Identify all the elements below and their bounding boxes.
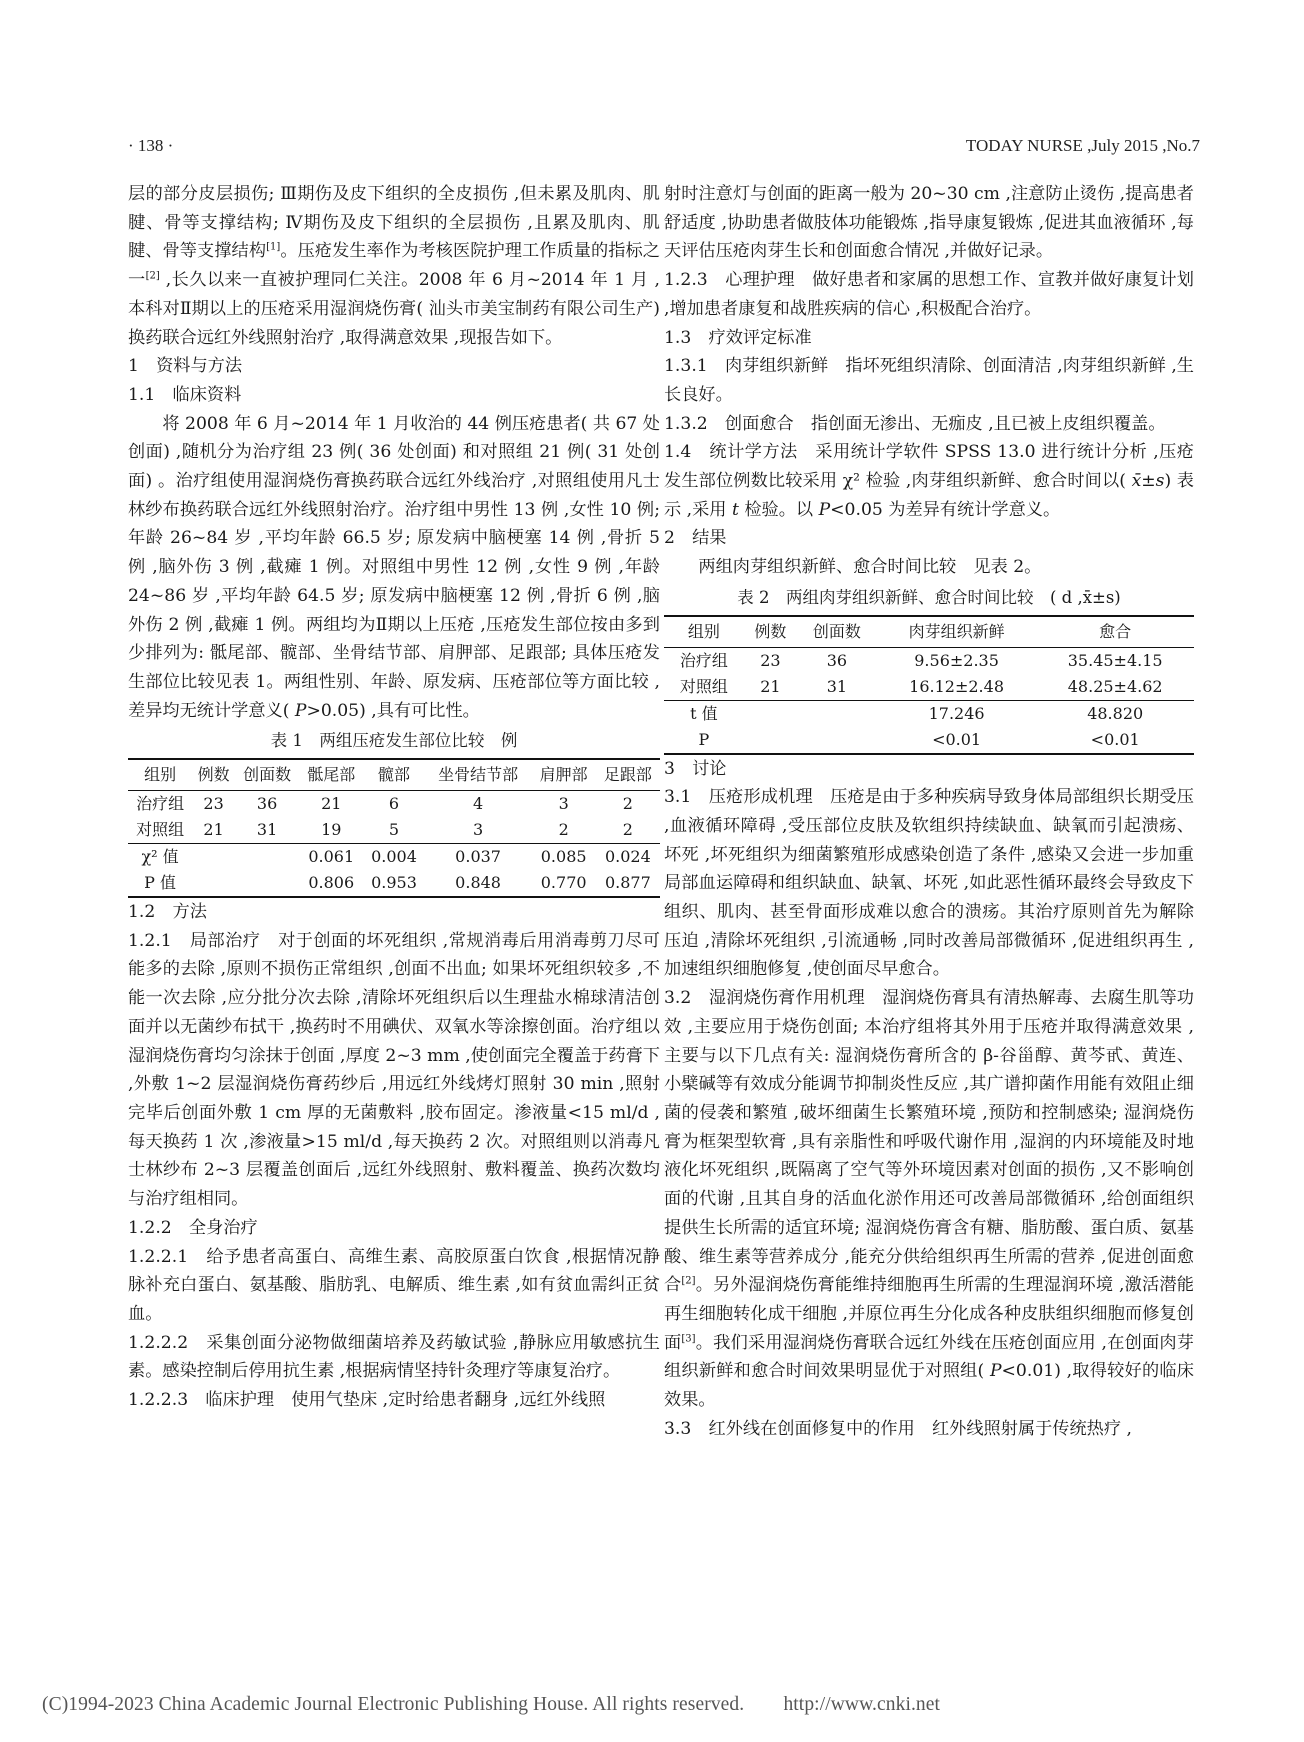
paragraph: 1.2.2.3 临床护理 使用气垫床 ,定时给患者翻身 ,远红外线照 xyxy=(128,1390,606,1411)
paragraph: 1.3.2 创面愈合 指创面无渗出、无痂皮 ,且已被上皮组织覆盖。 xyxy=(664,413,1166,434)
table-caption: 表 1 两组压疮发生部位比较 例 xyxy=(270,731,518,751)
table-row: t 值 17.246 48.820 xyxy=(664,700,1194,727)
table-row: P 值 0.806 0.953 0.848 0.770 0.877 xyxy=(128,870,660,897)
table-caption: 表 2 两组肉芽组织新鲜、愈合时间比较 ( d ,x̄±s) xyxy=(737,587,1121,607)
table-row: 对照组 21 31 16.12±2.48 48.25±4.62 xyxy=(679,676,1163,696)
table-row: 治疗组 23 36 21 6 4 3 2 xyxy=(136,794,633,814)
table-2 xyxy=(664,615,1194,755)
section-heading: 1 资料与方法 xyxy=(128,356,243,377)
table-1 xyxy=(128,758,660,898)
table-row: 治疗组 23 36 9.56±2.35 35.45±4.15 xyxy=(679,650,1163,670)
table-row: P <0.01 <0.01 xyxy=(664,727,1194,754)
table-row: 对照组 21 31 19 5 3 2 2 xyxy=(136,820,633,840)
paragraph: 两组肉芽组织新鲜、愈合时间比较 见表 2。 xyxy=(698,557,1042,578)
paragraph: 1.2.3 心理护理 做好患者和家属的思想工作、宣教并做好康复计划 ,增加患者康复和战胜疾病的信心 ,积极配合治疗。 xyxy=(664,270,1194,319)
left-column xyxy=(128,180,660,1415)
journal-running-head: TODAY NURSE ,July 2015 ,No.7 xyxy=(965,136,1200,155)
paragraph: 3.3 红外线在创面修复中的作用 红外线照射属于传统热疗 , xyxy=(664,1418,1132,1439)
copyright-footer: (C)1994-2023 China Academic Journal Electronic Publishing House. All rights reserved. http://www.cnki.net xyxy=(42,1694,941,1715)
paragraph: 1.3.1 肉芽组织新鲜 指坏死组织清除、创面清洁 ,肉芽组织新鲜 ,生长良好。 xyxy=(664,356,1194,405)
paragraph: 1.2.2.2 采集创面分泌物做细菌培养及药敏试验 ,静脉应用敏感抗生素。感染控制后停用抗生素 ,根据病情坚持针灸理疗等康复治疗。 xyxy=(128,1332,660,1382)
paragraph: 3.2 湿润烧伤膏作用机理 湿润烧伤膏具有清热解毒、去腐生肌等功效 ,主要应用于烧伤创面; 本治疗组将其外用于压疮并取得满意效果 ,主要与以下几点有关: 湿润烧伤膏所含的 β-谷甾醇、黄芩甙、黄连、小檗碱等有效成分能调节抑制炎性反应 ,其广谱抑菌作用能有效阻止细菌的侵袭和繁殖 ,破坏细菌生长繁殖环境 ,预防和控制感染; 湿润烧伤膏为框架型软膏 ,具有亲脂性和呼吸代谢作用 ,湿润的内环境能及时地液化坏死组织 ,既隔离了空气等外环境因素对创面的损伤 ,又不影响创面的代谢 ,且其自身的活血化淤作用还可改善局部微循环 ,给创面组织提供生长所需的适宜环境; 湿润烧伤膏含有糖、脂肪酸、蛋白质、氨基酸、维生素等营养成分 ,能充分供给组织再生所需的营养 ,促进创面愈合[2]。另外湿润烧伤膏能维持细胞再生所需的生理湿润环境 ,激活潜能再生细胞转化成干细胞 ,并原位再生分化成各种皮肤组织细胞而修复创面[3]。我们采用湿润烧伤膏联合远红外线在压疮创面应用 ,在创面肉芽组织新鲜和愈合时间效果明显优于对照组( P<0.01) ,取得较好的临床效果。 xyxy=(664,988,1194,1411)
section-heading: 3 讨论 xyxy=(664,758,727,779)
paragraph: 将 2008 年 6 月~2014 年 1 月收治的 44 例压疮患者( 共 67 处创面) ,随机分为治疗组 23 例( 36 处创面) 和对照组 21 例( 31 处创面) 。治疗组使用湿润烧伤膏换药联合远红外线治疗 ,对照组使用凡士林纱布换药联合远红外线照射治疗。治疗组中男性 13 例 ,女性 10 例; 年龄 26~84 岁 ,平均年龄 66.5 岁; 原发病中脑梗塞 14 例 ,骨折 5 例 ,脑外伤 3 例 ,截瘫 1 例。对照组中男性 12 例 ,女性 9 例 ,年龄 24~86 岁 ,平均年龄 64.5 岁; 原发病中脑梗塞 12 例 ,骨折 6 例 ,脑外伤 2 例 ,截瘫 1 例。两组均为Ⅱ期以上压疮 ,压疮发生部位按由多到少排列为: 骶尾部、髋部、坐骨结节部、肩胛部、足跟部; 具体压疮发生部位比较见表 1。两组性别、年龄、原发病、压疮部位等方面比较 ,差异均无统计学意义( P>0.05) ,具有可比性。 xyxy=(128,413,660,721)
page-number: · 138 · xyxy=(128,136,174,155)
paragraph: 射时注意灯与创面的距离一般为 20~30 cm ,注意防止烫伤 ,提高患者舒适度 ,协助患者做肢体功能锻炼 ,指导康复锻炼 ,促进其血液循环 ,每天评估压疮肉芽生长和创面愈合情况 ,并做好记录。 xyxy=(664,184,1194,262)
paragraph: 1.2.1 局部治疗 对于创面的坏死组织 ,常规消毒后用消毒剪刀尽可能多的去除 ,原则不损伤正常组织 ,创面不出血; 如果坏死组织较多 ,不能一次去除 ,应分批分次去除 ,清除坏死组织后以生理盐水棉球清洁创面并以无菌纱布拭干 ,换药时不用碘伏、双氧水等涂擦创面。治疗组以湿润烧伤膏均匀涂抹于创面 ,厚度 2~3 mm ,使创面完全覆盖于药膏下 ,外敷 1~2 层湿润烧伤膏药纱后 ,用远红外线烤灯照射 30 min ,照射完毕后创面外敷 1 cm 厚的无菌敷料 ,胶布固定。渗液量<15 ml/d ,每天换药 1 次 ,渗液量>15 ml/d ,每天换药 2 次。对照组则以消毒凡士林纱布 2~3 层覆盖创面后 ,远红外线照射、敷料覆盖、换药次数均与治疗组相同。 xyxy=(128,930,660,1210)
paragraph: 3.1 压疮形成机理 压疮是由于多种疾病导致身体局部组织长期受压 ,血液循环障碍 ,受压部位皮肤及软组织持续缺血、缺氧而引起溃疡、坏死 ,坏死组织为细菌繁殖形成感染创造了条件 ,感染又会进一步加重局部血运障碍和组织缺血、缺氧、坏死 ,如此恶性循环最终会导致皮下组织、肌肉、甚至骨面形成难以愈合的溃疡。其治疗原则首先为解除压迫 ,清除坏死组织 ,引流通畅 ,同时改善局部微循环 ,促进组织再生 ,加速组织细胞修复 ,使创面尽早愈合。 xyxy=(664,787,1194,980)
table-row: χ² 值 0.061 0.004 0.037 0.085 0.024 xyxy=(128,844,660,871)
subsection-heading: 1.2 方法 xyxy=(128,902,207,923)
table-header-row: 组别 例数 创面数 肉芽组织新鲜 愈合 xyxy=(664,616,1194,648)
paragraph: 1.4 统计学方法 采用统计学软件 SPSS 13.0 进行统计分析 ,压疮发生部位例数比较采用 χ² 检验 ,肉芽组织新鲜、愈合时间以( x̄±s) 表示 ,采用 t 检验。以 P<0.05 为差异有统计学意义。 xyxy=(664,442,1194,520)
subsection-heading: 1.1 临床资料 xyxy=(128,384,242,405)
section-heading: 2 结果 xyxy=(664,528,727,549)
subsection-heading: 1.3 疗效评定标准 xyxy=(664,327,812,348)
paragraph: 1.2.2.1 给予患者高蛋白、高维生素、高胶原蛋白饮食 ,根据情况静脉补充白蛋白、氨基酸、脂肪乳、电解质、维生素 ,如有贫血需纠正贫血。 xyxy=(128,1246,660,1324)
subsection-heading: 1.2.2 全身治疗 xyxy=(128,1217,258,1238)
paragraph: 层的部分皮层损伤; Ⅲ期伤及皮下组织的全皮损伤 ,但未累及肌肉、肌腱、骨等支撑结构; Ⅳ期伤及皮下组织的全层损伤 ,且累及肌肉、肌腱、骨等支撑结构[1]。压疮发生率作为考核医院护理工作质量的指标之一[2] ,长久以来一直被护理同仁关注。2008 年 6 月~2014 年 1 月 ,本科对Ⅱ期以上的压疮采用湿润烧伤膏( 汕头市美宝制药有限公司生产) 换药联合远红外线照射治疗 ,取得满意效果 ,现报告如下。 xyxy=(128,184,660,348)
table-header-row: 组别 例数 创面数 骶尾部 髋部 坐骨结节部 肩胛部 足跟部 xyxy=(128,759,660,791)
right-column xyxy=(664,180,1194,1443)
